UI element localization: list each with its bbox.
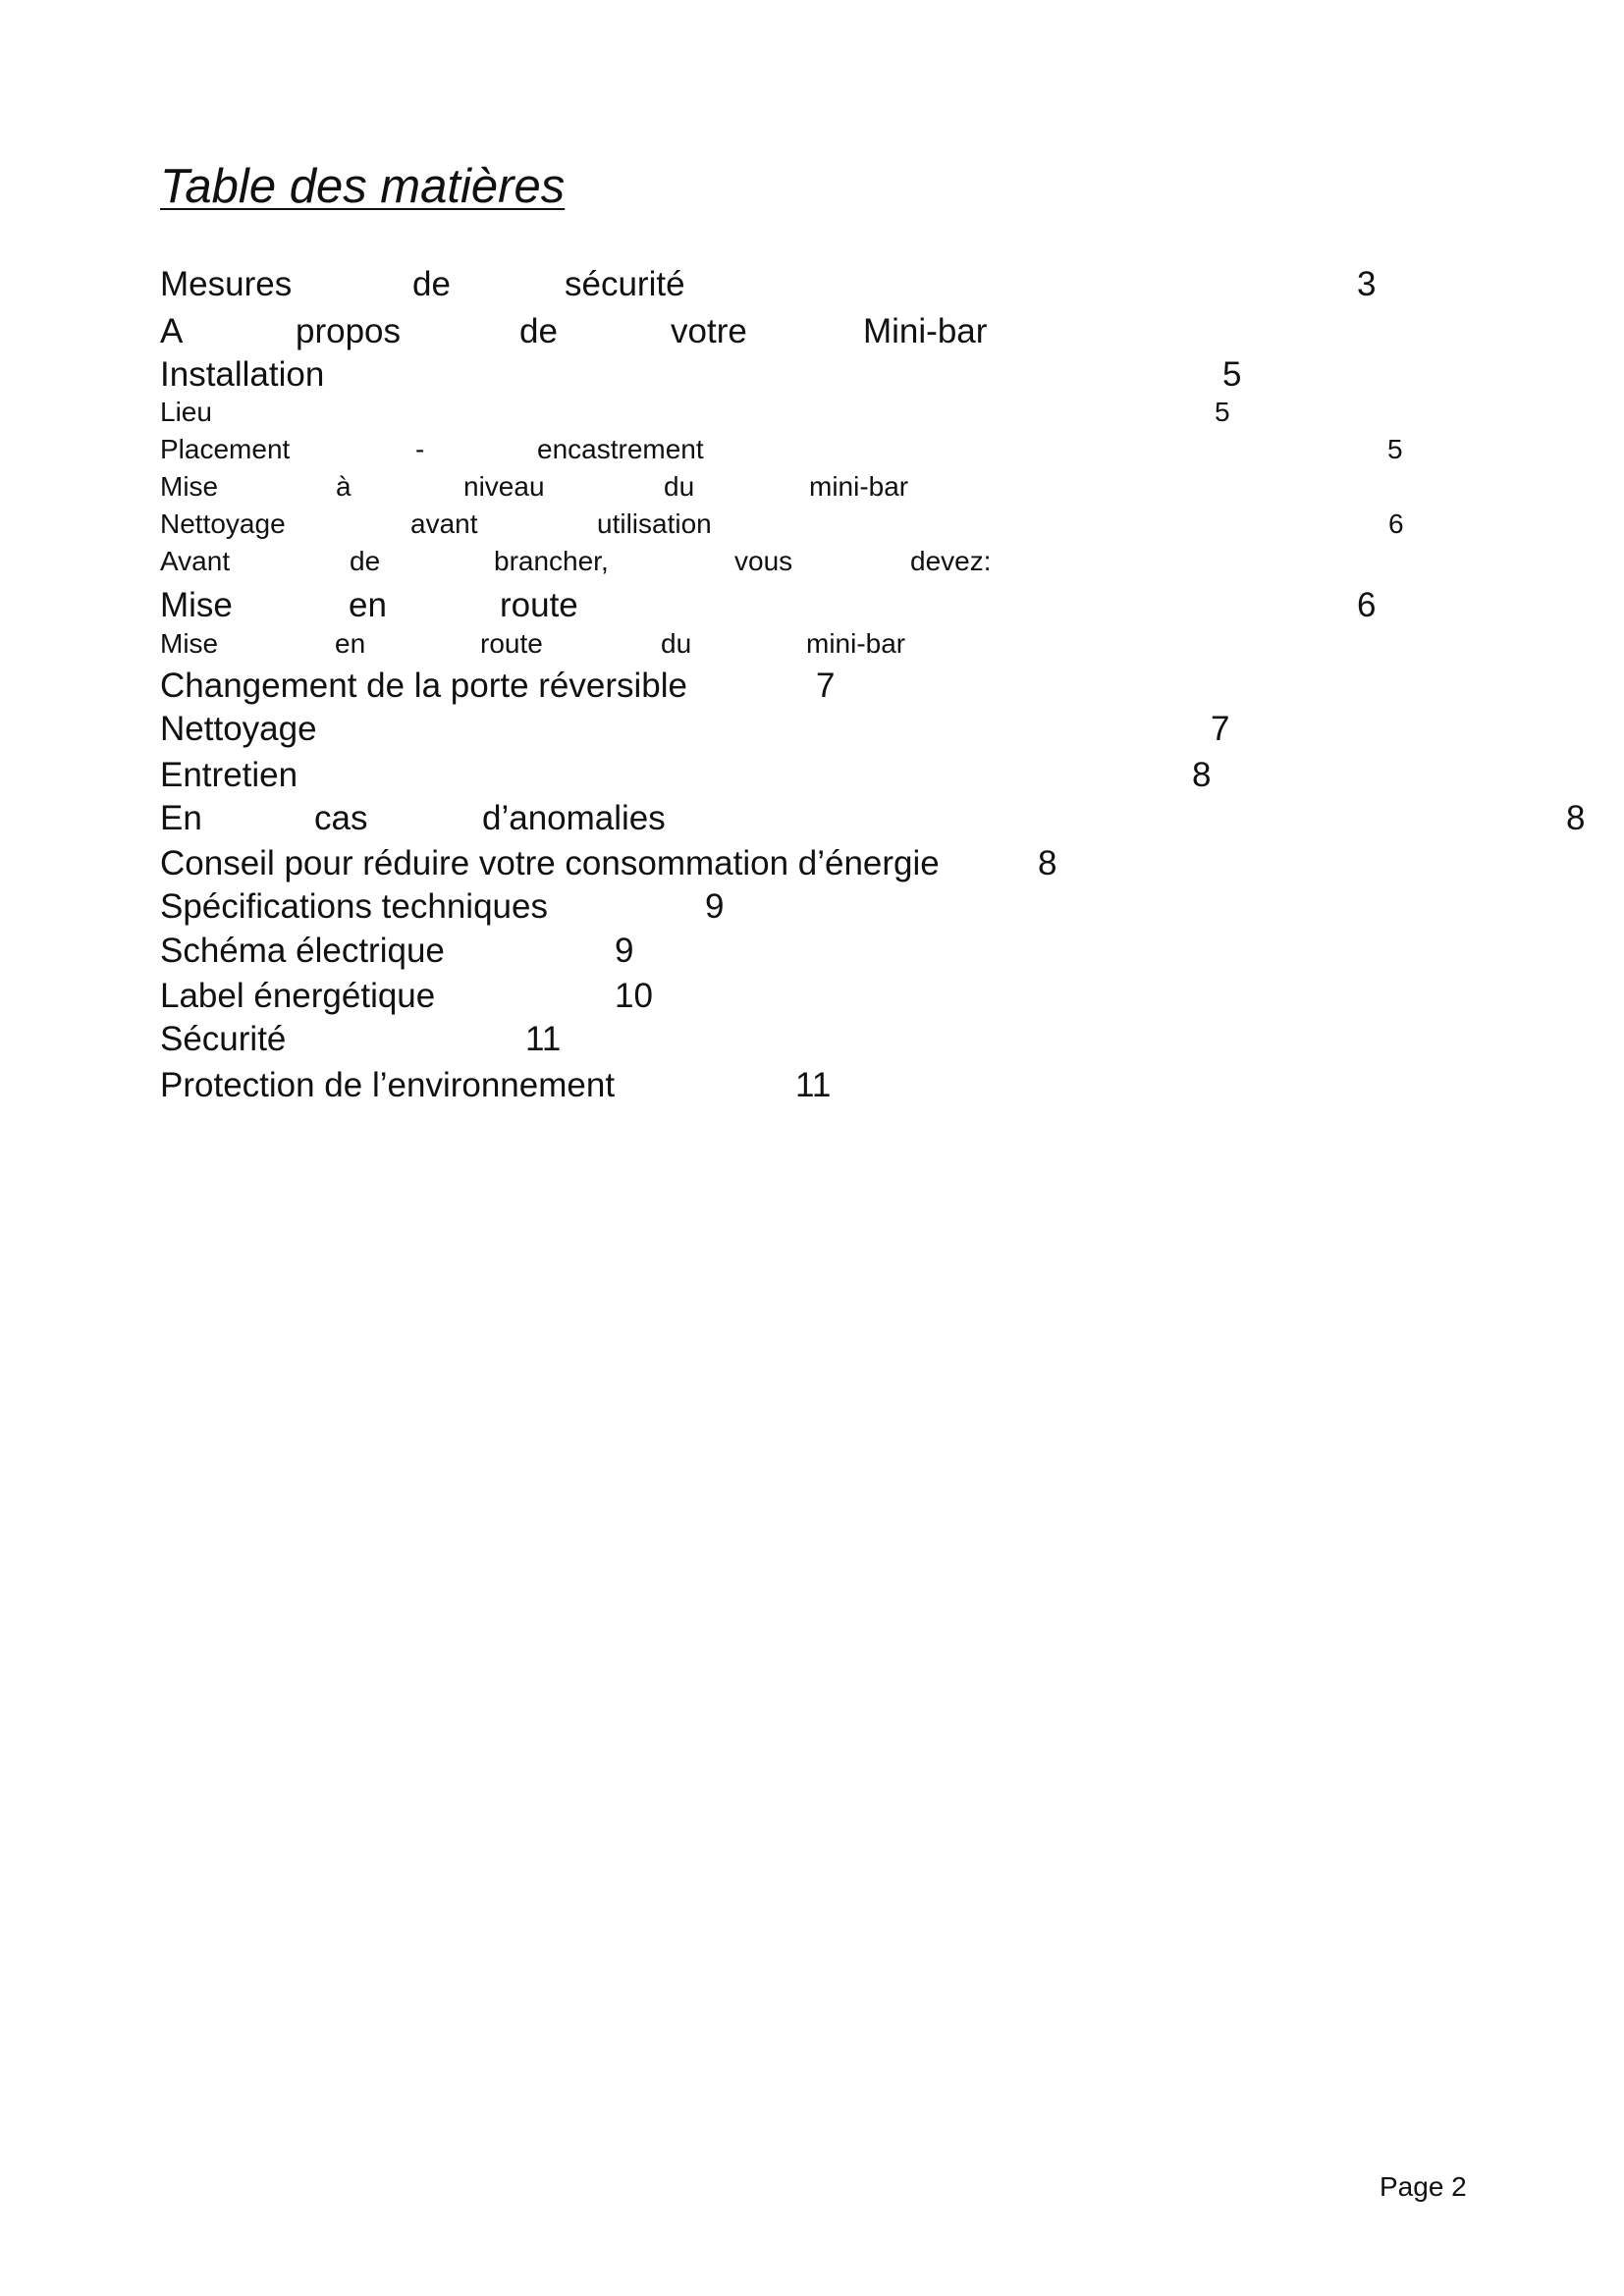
toc-entry-label: Entretien bbox=[160, 756, 298, 794]
toc-entry-label: Installation bbox=[160, 355, 325, 394]
toc-entry-page: 3 bbox=[1357, 265, 1377, 303]
toc-entry-word: - bbox=[415, 434, 425, 464]
toc-entry-word: de bbox=[350, 546, 381, 576]
toc-entry-word: à bbox=[336, 471, 352, 502]
toc-entry-page: 6 bbox=[1388, 508, 1404, 539]
toc-entry-page: 8 bbox=[1566, 799, 1586, 837]
toc-entry-word: Mise bbox=[160, 471, 219, 502]
toc-entry-word: devez: bbox=[910, 546, 992, 576]
toc-entry-page: 11 bbox=[525, 1020, 562, 1058]
toc-entry-label: Changement de la porte réversible bbox=[160, 667, 687, 705]
toc-entry-word: de bbox=[519, 312, 558, 350]
toc-entry-word: de bbox=[412, 265, 451, 303]
toc-entry-word: sécurité bbox=[565, 265, 685, 303]
toc-entry-word: en bbox=[349, 586, 387, 624]
toc-entry-word: en bbox=[335, 628, 366, 659]
toc-entry-label: Schéma électrique bbox=[160, 932, 445, 970]
toc-entry-word: mini-bar bbox=[806, 628, 906, 659]
toc-entry-page: 9 bbox=[615, 932, 634, 970]
toc-entry-word: avant bbox=[410, 508, 478, 539]
toc-entry-word: Mini-bar bbox=[863, 312, 988, 350]
toc-entry-word: route bbox=[480, 628, 543, 659]
page-number: Page 2 bbox=[1380, 2171, 1467, 2202]
toc-entry-word: A bbox=[160, 312, 184, 350]
toc-entry-page: 5 bbox=[1215, 397, 1230, 427]
toc-entry-word: utilisation bbox=[597, 508, 712, 539]
toc-entry-page: 5 bbox=[1387, 434, 1403, 464]
toc-entry-page: 7 bbox=[1211, 710, 1230, 748]
toc-entry-word: niveau bbox=[463, 471, 545, 502]
toc-entry-word: cas bbox=[314, 799, 368, 837]
toc-entry-word: propos bbox=[296, 312, 402, 350]
toc-title: Table des matières bbox=[160, 160, 566, 213]
toc-entry-word: Mise bbox=[160, 628, 219, 659]
toc-entry-word: mini-bar bbox=[809, 471, 909, 502]
toc-entry-label: Conseil pour réduire votre consommation d’énergie bbox=[160, 844, 940, 882]
toc-entry-page: 8 bbox=[1192, 756, 1212, 794]
toc-entry-label: Protection de l’environnement bbox=[160, 1066, 616, 1104]
toc-entry-page: 7 bbox=[816, 667, 836, 705]
toc-entry-word: encastrement bbox=[537, 434, 704, 464]
toc-entry-word: Placement bbox=[160, 434, 291, 464]
toc-entry-word: d’anomalies bbox=[482, 799, 666, 837]
toc-entry-page: 8 bbox=[1038, 844, 1057, 882]
toc-entry-page: 10 bbox=[615, 977, 653, 1015]
toc-entry-word: du bbox=[664, 471, 695, 502]
toc-entry-word: route bbox=[500, 586, 578, 624]
toc-entry-page: 9 bbox=[705, 887, 725, 926]
toc-entry-word: votre bbox=[671, 312, 747, 350]
toc-entry-word: Avant bbox=[160, 546, 231, 576]
toc-entry-word: Mise bbox=[160, 586, 233, 624]
toc-entry-word: Mesures bbox=[160, 265, 293, 303]
toc-entry-page: 11 bbox=[795, 1066, 832, 1104]
toc-entry-word: vous bbox=[734, 546, 793, 576]
toc-entry-label: Label énergétique bbox=[160, 977, 436, 1015]
toc-entry-label: Spécifications techniques bbox=[160, 887, 548, 926]
toc-entry-word: du bbox=[661, 628, 692, 659]
toc-entry-word: Nettoyage bbox=[160, 508, 286, 539]
toc-entry-label: Lieu bbox=[160, 397, 212, 427]
toc-entry-label: Sécurité bbox=[160, 1020, 287, 1058]
toc-entry-page: 6 bbox=[1357, 586, 1377, 624]
toc-entry-word: En bbox=[160, 799, 202, 837]
toc-entry-word: brancher, bbox=[494, 546, 609, 576]
toc-entry-label: Nettoyage bbox=[160, 710, 317, 748]
toc-entry-page: 5 bbox=[1222, 355, 1242, 394]
